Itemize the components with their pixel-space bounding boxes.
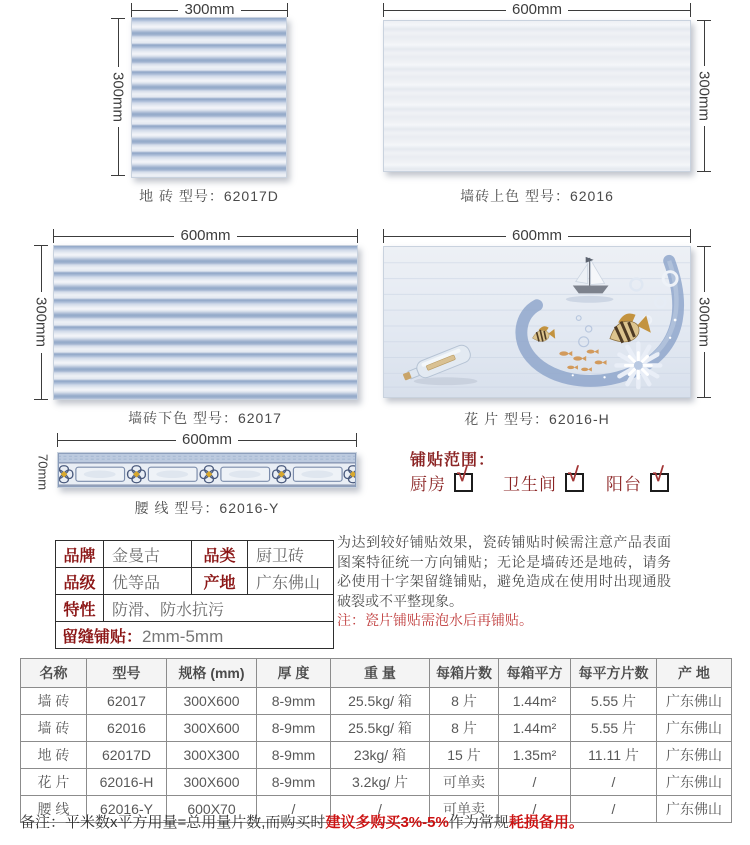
spec-header-cell: 每平方片数	[571, 659, 657, 688]
spec-cell: 23kg/ 箱	[331, 742, 430, 769]
feature-value: 防滑、防水抗污	[104, 595, 334, 622]
gap-value: 2mm-5mm	[142, 626, 224, 646]
brand-label: 品牌	[56, 541, 104, 568]
spec-cell: /	[571, 796, 657, 823]
deco-tile-caption: 花 片 型号：62016-H	[464, 411, 610, 427]
spec-header-row	[21, 659, 732, 688]
dim-height-deco-tile	[697, 246, 711, 398]
balcony-checkbox	[650, 464, 669, 492]
spec-cell: 62017D	[87, 742, 167, 769]
spec-cell: /	[571, 769, 657, 796]
spec-cell: 25.5kg/ 箱	[331, 715, 430, 742]
dim-label: 300mm	[184, 0, 235, 18]
spec-cell: 广东佛山	[657, 688, 732, 715]
option-kitchen-label: 厨房	[410, 475, 446, 494]
origin-value: 广东佛山	[248, 568, 334, 595]
spec-row	[21, 715, 732, 742]
info-row	[56, 622, 334, 649]
spec-cell: 广东佛山	[657, 715, 732, 742]
spec-cell: 300X600	[167, 715, 257, 742]
option-bathroom-label: 卫生间	[503, 475, 557, 494]
spec-cell: 300X300	[167, 742, 257, 769]
spec-header-cell: 每箱平方	[499, 659, 571, 688]
dim-width-wall-tile-light	[383, 0, 691, 18]
check-icon: √	[457, 464, 468, 486]
spec-cell: /	[499, 769, 571, 796]
spec-cell: 62017	[87, 688, 167, 715]
category-value: 厨卫砖	[248, 541, 334, 568]
option-balcony-label: 阳台	[606, 475, 642, 494]
dim-height-wall-tile-light	[697, 20, 711, 172]
dim-label: 300mm	[32, 297, 50, 348]
wall-tile-light-caption: 墙砖上色 型号：62016	[460, 188, 614, 204]
brand-value: 金曼古	[104, 541, 192, 568]
dim-label: 300mm	[695, 70, 713, 122]
spec-cell: 300X600	[167, 688, 257, 715]
bathroom-checkbox	[565, 464, 584, 492]
spec-row	[21, 742, 732, 769]
spec-cell: 3.2kg/ 片	[331, 769, 430, 796]
spec-cell: 8 片	[430, 715, 499, 742]
spec-header-cell: 每箱片数	[430, 659, 499, 688]
kitchen-checkbox	[454, 464, 473, 492]
dim-width-waist-line	[57, 430, 357, 448]
spec-cell: 5.55 片	[571, 715, 657, 742]
spec-cell: 5.55 片	[571, 688, 657, 715]
dim-label: 600mm	[181, 430, 233, 448]
spec-table	[20, 658, 732, 823]
spec-header-cell: 规格 (mm)	[167, 659, 257, 688]
wall-tile-dark-image	[53, 245, 358, 400]
spec-row	[21, 688, 732, 715]
instructions-note: 注：瓷片铺贴需泡水后再铺贴。	[337, 612, 533, 628]
grade-label: 品级	[56, 568, 104, 595]
laying-instructions	[337, 533, 671, 631]
spec-cell: 8-9mm	[257, 769, 331, 796]
remark	[20, 811, 584, 832]
dim-label: 300mm	[109, 71, 127, 123]
spec-cell: 广东佛山	[657, 796, 732, 823]
spec-cell: 600X70	[167, 796, 257, 823]
dim-label: 70mm	[35, 454, 51, 491]
gap-row	[56, 622, 334, 649]
remark-prefix: 备注：平米数x平方用量=总用量片数,而购买时	[20, 814, 326, 831]
spec-cell: 墙 砖	[21, 715, 87, 742]
spec-cell: 腰 线	[21, 796, 87, 823]
check-icon: √	[568, 464, 579, 486]
info-row	[56, 595, 334, 622]
spec-cell: 广东佛山	[657, 742, 732, 769]
bottle-shadow	[414, 377, 478, 385]
remark-highlight-1: 建议多购买3%-5%	[325, 814, 449, 831]
spec-body	[21, 688, 732, 823]
dim-label: 600mm	[180, 226, 231, 244]
spec-header-cell: 重 量	[331, 659, 430, 688]
spec-header-cell: 产 地	[657, 659, 732, 688]
apply-scope-title: 铺贴范围：	[410, 452, 496, 469]
product-info-table	[55, 540, 334, 649]
spec-cell: 可单卖	[430, 796, 499, 823]
spec-cell: /	[257, 796, 331, 823]
floor-tile-image	[131, 17, 287, 178]
deco-tile-image	[383, 246, 691, 398]
grade-value: 优等品	[104, 568, 192, 595]
spec-cell: 可单卖	[430, 769, 499, 796]
spec-cell: 墙 砖	[21, 688, 87, 715]
dim-width-floor-tile	[131, 0, 288, 18]
feature-label: 特性	[56, 595, 104, 622]
spec-cell: 1.44m²	[499, 688, 571, 715]
spec-cell: 15 片	[430, 742, 499, 769]
spec-cell: 62016	[87, 715, 167, 742]
spec-cell: 8-9mm	[257, 742, 331, 769]
spec-row	[21, 769, 732, 796]
waist-tile-art	[58, 453, 356, 487]
spec-cell: 300X600	[167, 769, 257, 796]
spec-cell: 11.11 片	[571, 742, 657, 769]
apply-scope-options	[410, 464, 669, 495]
spec-header-cell: 名称	[21, 659, 87, 688]
dim-width-deco-tile	[383, 226, 691, 244]
waist-line-caption: 腰 线 型号：62016-Y	[134, 500, 280, 516]
remark-highlight-2: 耗损备用。	[508, 814, 584, 831]
spec-cell: 62016-H	[87, 769, 167, 796]
spec-cell: 1.35m²	[499, 742, 571, 769]
spec-cell: 8-9mm	[257, 688, 331, 715]
waist-line-image	[57, 452, 357, 488]
dim-height-waist-line	[35, 452, 51, 491]
dim-width-wall-tile-dark	[53, 226, 358, 244]
wall-tile-light-image	[383, 20, 691, 172]
dim-label: 300mm	[695, 296, 713, 348]
spec-header-cell: 型号	[87, 659, 167, 688]
gap-label: 留缝铺贴：	[62, 628, 143, 646]
category-label: 品类	[192, 541, 248, 568]
spec-header-cell: 厚 度	[257, 659, 331, 688]
origin-label: 产地	[192, 568, 248, 595]
spec-cell: /	[331, 796, 430, 823]
spec-cell: /	[499, 796, 571, 823]
floor-tile-caption: 地 砖 型号：62017D	[139, 188, 279, 204]
spec-cell: 8-9mm	[257, 715, 331, 742]
spec-cell: 8 片	[430, 688, 499, 715]
info-row	[56, 568, 334, 595]
info-row	[56, 541, 334, 568]
spec-cell: 25.5kg/ 箱	[331, 688, 430, 715]
spec-cell: 花 片	[21, 769, 87, 796]
remark-mid: 作为常规	[448, 814, 509, 831]
spec-cell: 62016-Y	[87, 796, 167, 823]
spec-cell: 广东佛山	[657, 769, 732, 796]
dim-label: 600mm	[511, 226, 563, 244]
dim-label: 600mm	[511, 0, 563, 18]
spec-cell: 1.44m²	[499, 715, 571, 742]
wall-tile-dark-caption: 墙砖下色 型号：62017	[128, 410, 282, 426]
spec-cell: 地 砖	[21, 742, 87, 769]
dim-height-wall-tile-dark	[34, 245, 48, 400]
check-icon: √	[653, 464, 664, 486]
instructions-body: 为达到较好铺贴效果，瓷砖铺贴时候需注意产品表面图案特征统一方向铺贴；无论是墙砖还是地砖，请务必使用十字架留缝铺贴，避免造成在使用时出现通股破裂或不平整现象。	[337, 534, 671, 609]
deco-tile-art	[384, 247, 690, 397]
dim-height-floor-tile	[111, 18, 125, 176]
